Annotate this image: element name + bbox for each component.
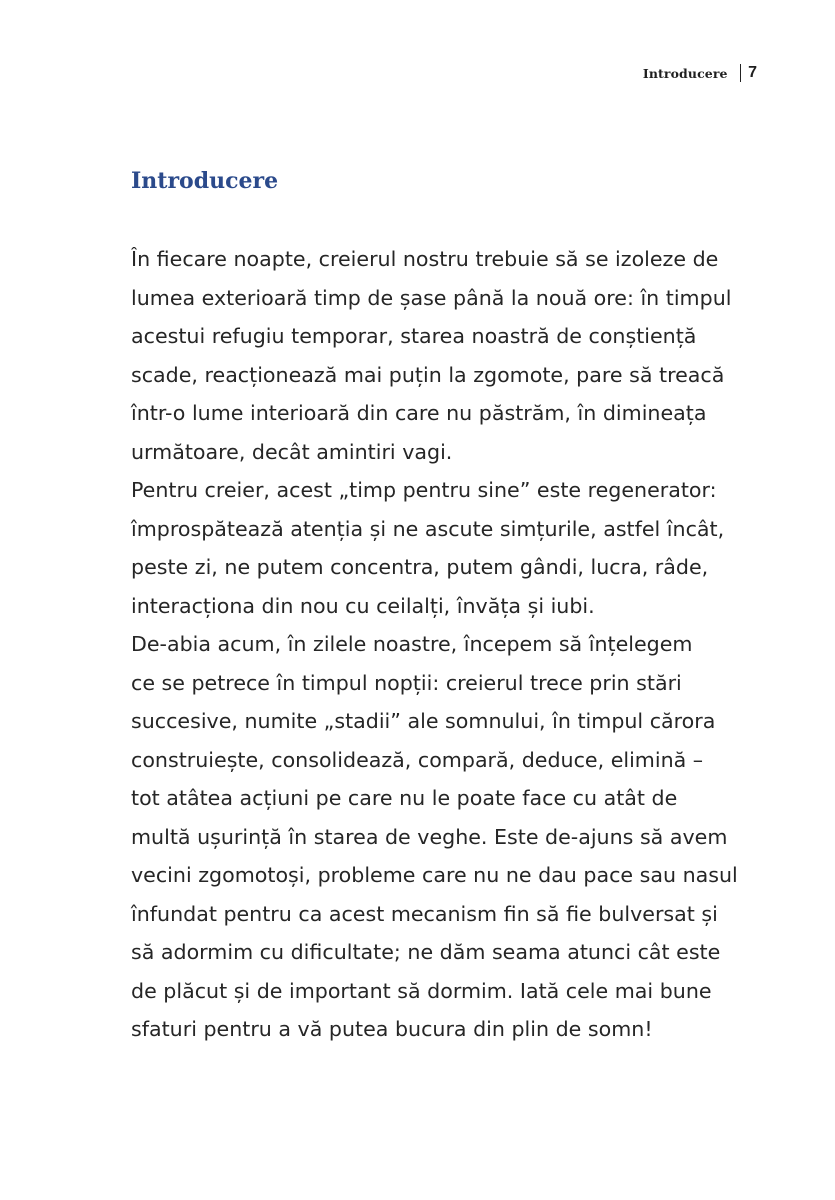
text-line: construiește, consolidează, compară, deduce, elimină – (131, 747, 704, 772)
text-line: multă ușurință în starea de veghe. Este de-ajuns să avem (131, 824, 728, 849)
text-line: de plăcut și de important să dormim. Iată cele mai bune (131, 978, 712, 1003)
text-line: acestui refugiu temporar, starea noastră de conștiență (131, 324, 697, 348)
text-line: sfaturi pentru a vă putea bucura din plin de somn! (131, 1017, 653, 1041)
text-line: împrospătează atenția și ne ascute simțurile, astfel încât, (131, 516, 725, 541)
text-line: De-abia acum, în zilele noastre, începem să înțelegem (131, 632, 693, 656)
text-line: tot atâtea acțiuni pe care nu le poate face cu atât de (131, 786, 678, 810)
text-line: În fiecare noapte, creierul nostru trebuie să se izoleze de (131, 247, 719, 271)
text-line: următoare, decât amintiri vagi. (131, 439, 453, 464)
body-text (131, 240, 771, 1049)
chapter-title: Introducere (131, 168, 279, 194)
page-number: 7 (748, 64, 757, 81)
header-divider (740, 64, 742, 82)
text-line: scade, reacționează mai puțin la zgomote, pare să treacă (131, 362, 725, 387)
text-line: interacționa din nou cu ceilalți, învăța și iubi. (131, 593, 595, 618)
text-line: ce se petrece în timpul nopții: creierul trece prin stări (131, 670, 682, 695)
text-line: înfundat pentru ca acest mecanism fin să fie bulversat și (131, 901, 718, 926)
running-header-title: Introducere (642, 65, 728, 81)
text-line: într-o lume interioară din care nu păstrăm, în dimineața (131, 401, 707, 425)
text-line: să adormim cu dificultate; ne dăm seama atunci cât este (131, 940, 721, 964)
running-header (643, 64, 757, 82)
text-line: lumea exterioară timp de șase până la nouă ore: în timpul (131, 285, 732, 310)
text-line: succesive, numite „stadii” ale somnului, în timpul cărora (131, 709, 716, 733)
text-line: vecini zgomotoși, probleme care nu ne dau pace sau nasul (131, 863, 738, 887)
text-line: peste zi, ne putem concentra, putem gândi, lucra, râde, (131, 555, 709, 579)
text-line: Pentru creier, acest „timp pentru sine” este regenerator: (131, 478, 717, 502)
